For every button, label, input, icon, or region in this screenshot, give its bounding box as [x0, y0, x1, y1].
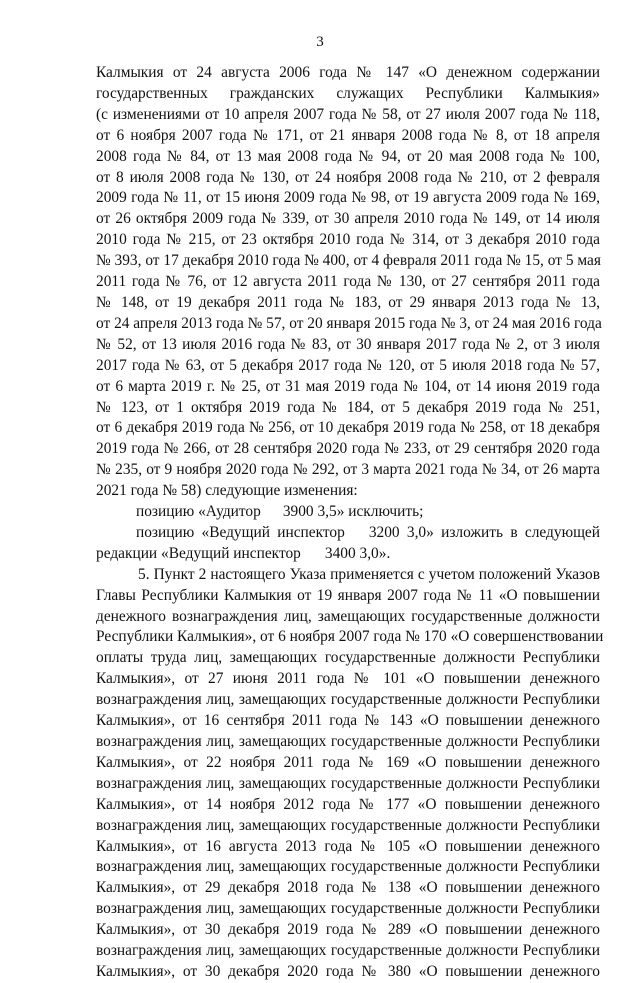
paragraph-4-line: от 6 декабря 2019 года № 256, от 10 декабря 2019 года № 258, от 18 декабря — [96, 419, 600, 437]
paragraph-5-line: Калмыкия», от 30 декабря 2019 года № 289 «О повышении денежного — [96, 921, 600, 939]
paragraph-5-line: Калмыкия», от 27 июня 2011 года № 101 «О повышении денежного — [96, 670, 600, 688]
change-lead-inspector-position: позицию «Ведущий инспектор — [136, 523, 345, 541]
paragraph-4-line: 2008 года № 84, от 13 мая 2008 года № 94, от 20 мая 2008 года № 100, — [96, 147, 600, 165]
paragraph-5-line: Калмыкия», от 22 ноября 2011 года № 169 «О повышении денежного — [96, 753, 600, 771]
paragraph-4-line: от 26 октября 2009 года № 339, от 30 апреля 2010 года № 149, от 14 июля — [96, 210, 600, 228]
document-body — [96, 63, 604, 983]
paragraph-5-line: денежного вознаграждения лиц, замещающих государственные должности — [96, 607, 600, 625]
paragraph-4-line: от 24 апреля 2013 года № 57, от 20 января 2015 года № 3, от 24 мая 2016 года — [96, 314, 602, 332]
change-lead-inspector-action: 3200 3,0» изложить в следующей — [368, 523, 600, 541]
paragraph-5-line: вознаграждения лиц, замещающих государственные должности Республики — [96, 691, 600, 709]
change-lead-inspector-new — [96, 544, 600, 565]
paragraph-5-line: Калмыкия», от 16 сентября 2011 года № 143 «О повышении денежного — [96, 712, 600, 730]
paragraph-5-line: Калмыкия», от 30 декабря 2020 года № 380 «О повышении денежного — [96, 962, 600, 980]
paragraph-4-line: 2009 года № 11, от 15 июня 2009 года № 98, от 19 августа 2009 года № 169, — [96, 189, 600, 207]
change-auditor — [96, 502, 600, 523]
paragraph-4-line: (с изменениями от 10 апреля 2007 года № 58, от 27 июля 2007 года № 118, — [96, 105, 600, 123]
paragraph-5-line: Республики Калмыкия», от 6 ноября 2007 года № 170 «О совершенствовании — [96, 628, 604, 646]
paragraph-5-line: Калмыкия», от 29 декабря 2018 года № 138 «О повышении денежного — [96, 879, 600, 897]
paragraph-4-line: от 6 марта 2019 г. № 25, от 31 мая 2019 года № 104, от 14 июня 2019 года — [96, 377, 600, 395]
paragraph-5-line: 5. Пункт 2 настоящего Указа применяется с учетом положений Указов — [138, 565, 600, 583]
paragraph-4-line: 2010 года № 215, от 23 октября 2010 года № 314, от 3 декабря 2010 года — [96, 231, 600, 249]
paragraph-5-line: Калмыкия», от 16 августа 2013 года № 105 «О повышении денежного — [96, 837, 600, 855]
paragraph-4-line: государственных гражданских служащих Республики Калмыкия» — [96, 84, 600, 102]
paragraph-4-line: 2021 года № 58) следующие изменения: — [96, 482, 358, 500]
paragraph-4-line: 2017 года № 63, от 5 декабря 2017 года № 120, от 5 июля 2018 года № 57, — [96, 356, 600, 374]
paragraph-5-line: вознаграждения лиц, замещающих государственные должности Республики — [96, 733, 600, 750]
paragraph-5-line: вознаграждения лиц, замещающих государственные должности Республики — [96, 900, 600, 918]
paragraph-4-line: № 393, от 17 декабря 2010 года № 400, от 4 февраля 2011 года № 15, от 5 мая — [96, 252, 601, 270]
paragraph-4-line: от 8 июля 2008 года № 130, от 24 ноября 2008 года № 210, от 2 февраля — [96, 168, 600, 186]
change-lead-inspector — [96, 523, 600, 544]
paragraph-4-line: № 52, от 13 июля 2016 года № 83, от 30 января 2017 года № 2, от 3 июля — [96, 335, 600, 353]
paragraph-4-line: № 235, от 9 ноября 2020 года № 292, от 3 марта 2021 года № 34, от 26 марта — [96, 461, 600, 479]
change-auditor-action: 3900 3,5» исключить; — [282, 503, 424, 521]
paragraph-5-line: Главы Республики Калмыкия от 19 января 2007 года № 11 «О повышении — [96, 586, 600, 604]
paragraph-4-line: от 6 ноября 2007 года № 171, от 21 января 2008 года № 8, от 18 апреля — [96, 126, 600, 144]
paragraph-5-line: вознаграждения лиц, замещающих государственные должности Республики — [96, 774, 600, 792]
change-lead-inspector-new-label: редакции «Ведущий инспектор — [96, 544, 301, 562]
paragraph-5-line: оплаты труда лиц, замещающих государственные должности Республики — [96, 649, 600, 667]
paragraph-4-line: 2011 года № 76, от 12 августа 2011 года № 130, от 27 сентября 2011 года — [96, 273, 600, 291]
paragraph-4-line: № 123, от 1 октября 2019 года № 184, от 5 декабря 2019 года № 251, — [96, 398, 600, 416]
paragraph-5-line: вознаграждения лиц, замещающих государственные должности Республики — [96, 942, 600, 960]
paragraph-5-line: вознаграждения лиц, замещающих государственные должности Республики — [96, 816, 600, 834]
paragraph-4-line: Калмыкия от 24 августа 2006 года № 147 «О денежном содержании — [96, 64, 600, 81]
change-lead-inspector-new-value: 3400 3,0». — [324, 544, 391, 562]
paragraph-4-line: 2019 года № 266, от 28 сентября 2020 года № 233, от 29 сентября 2020 года — [96, 440, 600, 458]
paragraph-5-line: вознаграждения лиц, замещающих государственные должности Республики — [96, 858, 600, 876]
change-auditor-position: позицию «Аудитор — [136, 503, 261, 521]
page-number: 3 — [316, 34, 324, 50]
paragraph-4-line: № 148, от 19 декабря 2011 года № 183, от 29 января 2013 года № 13, — [96, 293, 600, 311]
paragraph-5-line: Калмыкия», от 14 ноября 2012 года № 177 «О повышении денежного — [96, 795, 600, 813]
